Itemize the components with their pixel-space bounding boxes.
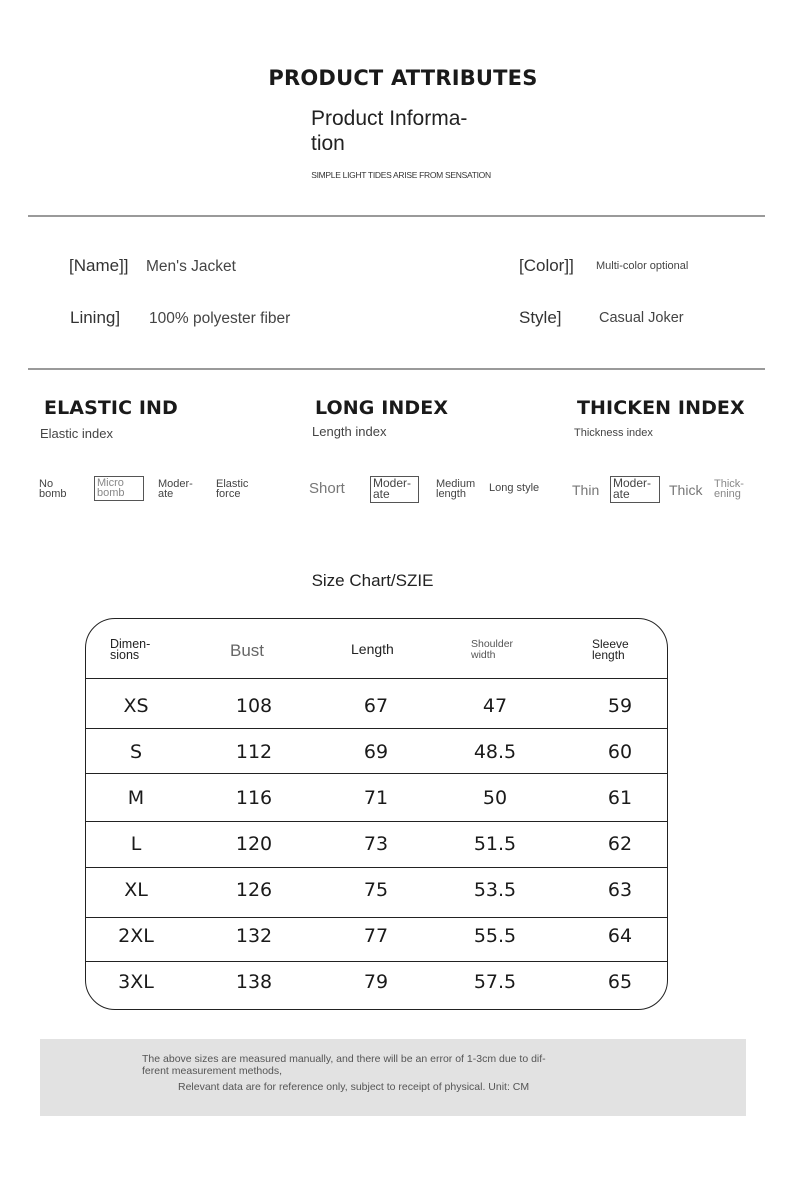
- cell-shoulder: 55.5: [473, 925, 517, 947]
- table-rule: [86, 773, 667, 774]
- header-shoulder-width: Shoulder width: [471, 638, 514, 661]
- attr-color-value: Multi-color optional: [596, 260, 689, 272]
- cell-length: 69: [363, 741, 389, 763]
- elastic-index-subtitle: Elastic index: [40, 426, 113, 441]
- measurement-note-box: [40, 1039, 746, 1116]
- long-index-subtitle: Length index: [312, 424, 387, 439]
- header-dimensions: Dimen- sions: [110, 637, 151, 662]
- attr-style-key: Style]: [519, 308, 562, 327]
- cell-sleeve: 60: [607, 741, 633, 763]
- reference-note: Relevant data are for reference only, subject to receipt of physical. Unit: CM: [178, 1081, 530, 1093]
- size-chart-table: [85, 618, 668, 1010]
- thicken-index-subtitle: Thickness index: [574, 427, 653, 439]
- attr-name-value: Men's Jacket: [146, 258, 236, 275]
- cell-shoulder: 47: [482, 695, 508, 717]
- cell-sleeve: 65: [607, 971, 633, 993]
- long-index-title: LONG INDEX: [315, 397, 449, 419]
- thicken-option-thick: Thick: [669, 482, 703, 498]
- table-rule: [86, 821, 667, 822]
- attr-style-value: Casual Joker: [599, 310, 684, 326]
- table-rule: [86, 678, 667, 679]
- header-bust: Bust: [230, 641, 265, 660]
- cell-sleeve: 59: [607, 695, 633, 717]
- elastic-option-elastic-force: Elastic force: [216, 478, 249, 500]
- size-chart-title: Size Chart/SZIE: [311, 571, 434, 590]
- attr-name-key: [Name]]: [69, 256, 129, 275]
- cell-sleeve: 64: [607, 925, 633, 947]
- divider-middle: [28, 368, 765, 370]
- attr-color-key: [Color]]: [519, 256, 574, 275]
- tagline: SIMPLE LIGHT TIDES ARISE FROM SENSATION: [311, 170, 491, 180]
- cell-bust: 108: [235, 695, 273, 717]
- cell-size: S: [129, 741, 143, 763]
- cell-size: M: [127, 787, 145, 809]
- long-option-moderate-selected: Moder- ate: [370, 476, 419, 503]
- cell-size: XL: [124, 879, 148, 901]
- table-rule: [86, 961, 667, 962]
- attr-lining-key: Lining]: [70, 308, 121, 327]
- cell-bust: 116: [235, 787, 273, 809]
- header-length: Length: [351, 641, 394, 657]
- elastic-option-micro-bomb-selected: Micro bomb: [94, 476, 144, 501]
- table-rule: [86, 867, 667, 868]
- table-rule: [86, 728, 667, 729]
- cell-length: 67: [363, 695, 389, 717]
- cell-sleeve: 61: [607, 787, 633, 809]
- cell-shoulder: 57.5: [473, 971, 517, 993]
- attr-lining-value: 100% polyester fiber: [149, 310, 291, 327]
- thicken-index-title: THICKEN INDEX: [577, 397, 745, 419]
- cell-length: 71: [363, 787, 389, 809]
- page-title: PRODUCT ATTRIBUTES: [268, 66, 538, 90]
- long-option-long-style: Long style: [489, 482, 540, 494]
- long-option-medium-length: Medium length: [436, 478, 476, 500]
- cell-size: 2XL: [118, 925, 154, 947]
- cell-shoulder: 53.5: [473, 879, 517, 901]
- table-header-row: [86, 619, 667, 679]
- thicken-option-moderate-selected: Moder- ate: [610, 476, 660, 503]
- thicken-option-thin: Thin: [572, 482, 600, 498]
- cell-bust: 120: [235, 833, 273, 855]
- header-sleeve-length: Sleeve length: [592, 637, 629, 662]
- elastic-option-moderate: Moder- ate: [158, 478, 193, 500]
- cell-bust: 126: [235, 879, 273, 901]
- divider-top: [28, 215, 765, 217]
- cell-shoulder: 51.5: [473, 833, 517, 855]
- cell-shoulder: 50: [482, 787, 508, 809]
- measurement-note: The above sizes are measured manually, and there will be an error of 1-3cm due to dif- ferent measurement methods,: [142, 1053, 546, 1077]
- long-option-short: Short: [309, 480, 345, 497]
- cell-bust: 132: [235, 925, 273, 947]
- cell-sleeve: 62: [607, 833, 633, 855]
- cell-size: 3XL: [118, 971, 154, 993]
- cell-size: L: [130, 833, 142, 855]
- page-subtitle: Product Informa- tion: [311, 107, 468, 155]
- cell-length: 75: [363, 879, 389, 901]
- thicken-option-thickening: Thick- ening: [714, 478, 744, 500]
- cell-length: 79: [363, 971, 389, 993]
- cell-size: XS: [123, 695, 149, 717]
- elastic-option-no-bomb: No bomb: [39, 478, 67, 500]
- cell-length: 73: [363, 833, 389, 855]
- cell-shoulder: 48.5: [473, 741, 517, 763]
- cell-bust: 112: [235, 741, 273, 763]
- cell-length: 77: [363, 925, 389, 947]
- cell-bust: 138: [235, 971, 273, 993]
- elastic-index-title: ELASTIC IND: [44, 397, 178, 419]
- table-rule: [86, 917, 667, 918]
- cell-sleeve: 63: [607, 879, 633, 901]
